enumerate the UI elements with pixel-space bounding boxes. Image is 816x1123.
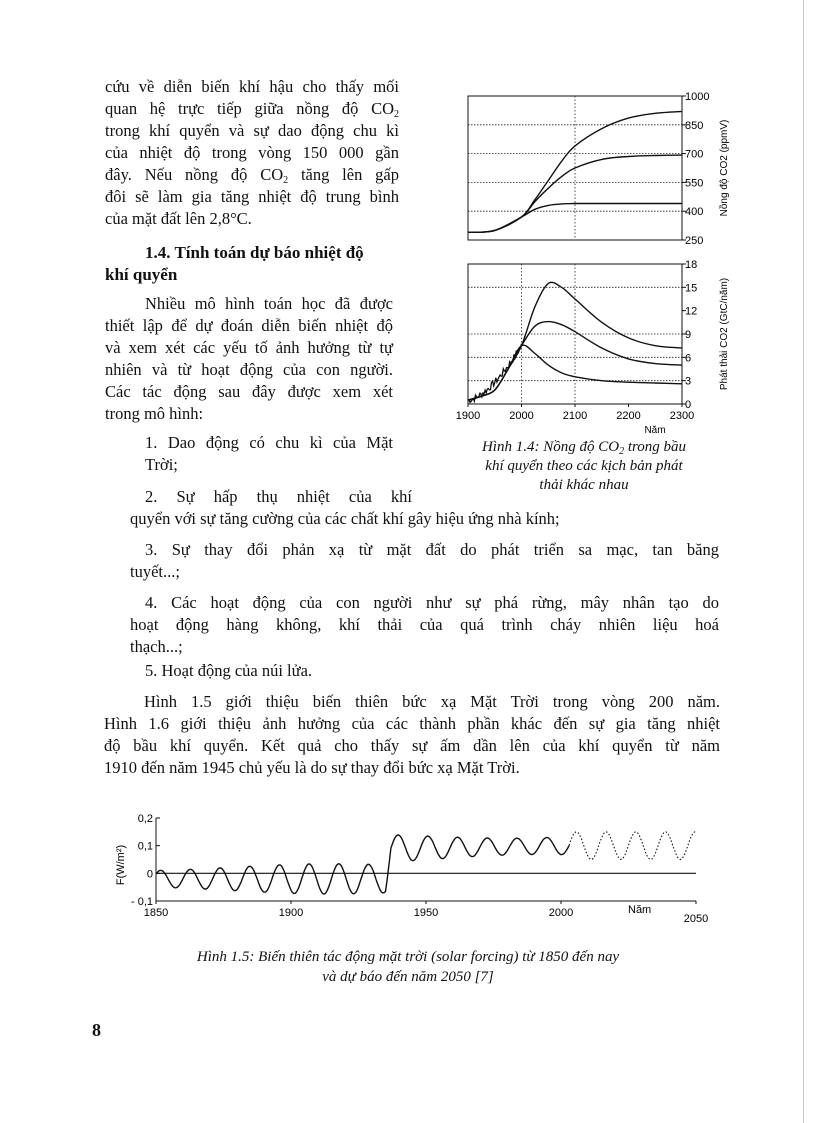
intro-line-6: đôi sẽ làm gia tăng nhiệt độ trung bình <box>105 187 399 206</box>
y-tick-label: 15 <box>685 282 698 295</box>
x-tick-label: 2300 <box>669 410 695 422</box>
list-item-1b: Trời; <box>145 455 178 474</box>
series-line-medium <box>468 322 682 401</box>
y-tick-label: 6 <box>685 352 692 365</box>
para1-line-6: trong mô hình: <box>105 404 204 423</box>
para2-line-1: Hình 1.5 giới thiệu biến thiên bức xạ Mặt Trời trong vòng 200 năm. <box>144 692 720 711</box>
x-tick-label: 2000 <box>548 907 574 919</box>
solar-forcing-observed-line <box>156 835 569 894</box>
solar-forcing-ylabel: F(W/m²) <box>115 844 127 886</box>
x-tick-label: 1900 <box>278 907 304 919</box>
co2-emission-xlabel: Năm <box>644 425 666 436</box>
figure-1-5-caption-1: Hình 1.5: Biến thiên tác động mặt trời (solar forcing) từ 1850 đến nay <box>196 949 620 965</box>
list-item-5: 5. Hoạt động của núi lửa. <box>145 661 313 680</box>
solar-forcing-forecast-line <box>569 832 696 860</box>
figure-1-4-caption-3: thải khác nhau <box>539 477 629 493</box>
y-tick-label: 0 <box>685 399 692 411</box>
co2-emission-ylabel: Phát thải CO2 (GtC/năm) <box>719 277 730 391</box>
series-line-low <box>468 204 682 233</box>
solar-forcing-xlabel: Năm <box>628 904 652 916</box>
figure-1-5-chart <box>110 805 710 945</box>
page-edge-divider <box>803 0 804 1123</box>
y-tick-label: 0,2 <box>137 813 153 825</box>
list-item-2b: quyển với sự tăng cường của các chất khí gây hiệu ứng nhà kính; <box>130 509 560 528</box>
section-heading-2: khí quyển <box>105 265 178 284</box>
list-item-2a: 2. Sự hấp thụ nhiệt của khí <box>145 487 412 506</box>
para1-line-1: Nhiều mô hình toán học đã được <box>145 294 393 313</box>
y-tick-label: 550 <box>685 177 704 190</box>
co2-concentration-ylabel: Nồng độ CO2 (ppmV) <box>719 119 730 217</box>
section-heading-1: 1.4. Tính toán dự báo nhiệt độ <box>145 243 364 262</box>
para1-line-3: và xem xét các yếu tố ảnh hưởng từ tự <box>105 338 393 357</box>
para1-line-2: thiết lập để dự đoán diễn biến nhiệt độ <box>105 316 393 335</box>
y-tick-label: 400 <box>685 206 704 219</box>
x-tick-label: 2200 <box>616 410 641 422</box>
y-tick-label: 12 <box>685 305 698 318</box>
intro-line-3: trong khí quyển và sự dao động chu kì <box>105 121 399 140</box>
intro-line-1: cứu về diễn biến khí hậu cho thấy mối <box>105 77 399 96</box>
para2-line-2: Hình 1.6 giới thiệu ảnh hưởng của các thành phần khác đến sự gia tăng nhiệt <box>104 714 720 733</box>
y-tick-label: 3 <box>685 375 692 388</box>
list-item-3b: tuyết...; <box>130 562 180 581</box>
figure-1-4-caption-1: Hình 1.4: Nồng độ $CO_2$ trong bầu <box>481 439 687 457</box>
intro-line-4: của nhiệt độ trong vòng 150 000 gần <box>105 143 399 162</box>
y-tick-label: 18 <box>685 259 698 271</box>
intro-line-5: đây. Nếu nồng độ $CO_2$ tăng lên gấp <box>105 165 399 186</box>
figure-1-5-caption-2: và dự báo đến năm 2050 [7] <box>322 969 494 985</box>
y-tick-label: 9 <box>685 329 692 341</box>
list-item-3a: 3. Sự thay đổi phản xạ từ mặt đất do phát triển sa mạc, tan băng <box>145 540 719 559</box>
series-line-high <box>468 111 682 232</box>
list-item-4c: thạch...; <box>130 637 183 656</box>
y-tick-label: 0 <box>146 868 153 881</box>
x-tick-label: 2050 <box>683 913 709 925</box>
co2-concentration-series <box>468 111 682 232</box>
x-tick-label: 2000 <box>509 410 534 422</box>
para2-line-3: độ bầu khí quyển. Kết quả cho thấy sự ấm dần lên của khí quyển từ năm <box>104 736 720 755</box>
co2-emission-xticks <box>456 404 694 422</box>
series-line-historical <box>468 344 522 403</box>
y-tick-label: 700 <box>685 148 704 161</box>
intro-line-2: quan hệ trực tiếp giữa nồng độ $CO_2$ <box>105 99 399 120</box>
solar-forcing-xticks <box>144 901 708 925</box>
y-tick-label: 250 <box>685 235 704 247</box>
co2-concentration-yticks <box>682 91 709 247</box>
x-tick-label: 1900 <box>455 410 481 422</box>
list-item-4b: hoạt động hàng không, khí thải của quá trình cháy nhiên liệu hoá <box>130 615 719 634</box>
y-tick-label: - 0,1 <box>130 896 153 908</box>
para1-line-5: Các tác động sau đây được xem xét <box>105 382 393 401</box>
list-item-1a: 1. Dao động có chu kì của Mặt <box>145 433 393 452</box>
para1-line-4: nhiên và từ hoạt động của con người. <box>105 360 393 379</box>
co2-emission-yticks <box>682 259 697 411</box>
x-tick-label: 1850 <box>143 907 169 919</box>
intro-line-7: của mặt đất lên 2,8°C. <box>105 209 252 228</box>
figure-1-4-chart <box>440 84 740 440</box>
x-tick-label: 2100 <box>562 410 588 422</box>
y-tick-label: 1000 <box>685 91 710 103</box>
figure-1-4-caption-2: khí quyển theo các kịch bản phát <box>485 458 683 474</box>
list-item-4a: 4. Các hoạt động của con người như sự phá rừng, mây nhân tạo do <box>145 593 719 612</box>
y-tick-label: 0,1 <box>137 840 153 853</box>
y-tick-label: 850 <box>685 119 704 132</box>
x-tick-label: 1950 <box>413 907 439 919</box>
page-number: 8 <box>92 1020 101 1040</box>
para2-line-4: 1910 đến năm 1945 chủ yếu là do sự thay đổi bức xạ Mặt Trời. <box>104 758 520 777</box>
